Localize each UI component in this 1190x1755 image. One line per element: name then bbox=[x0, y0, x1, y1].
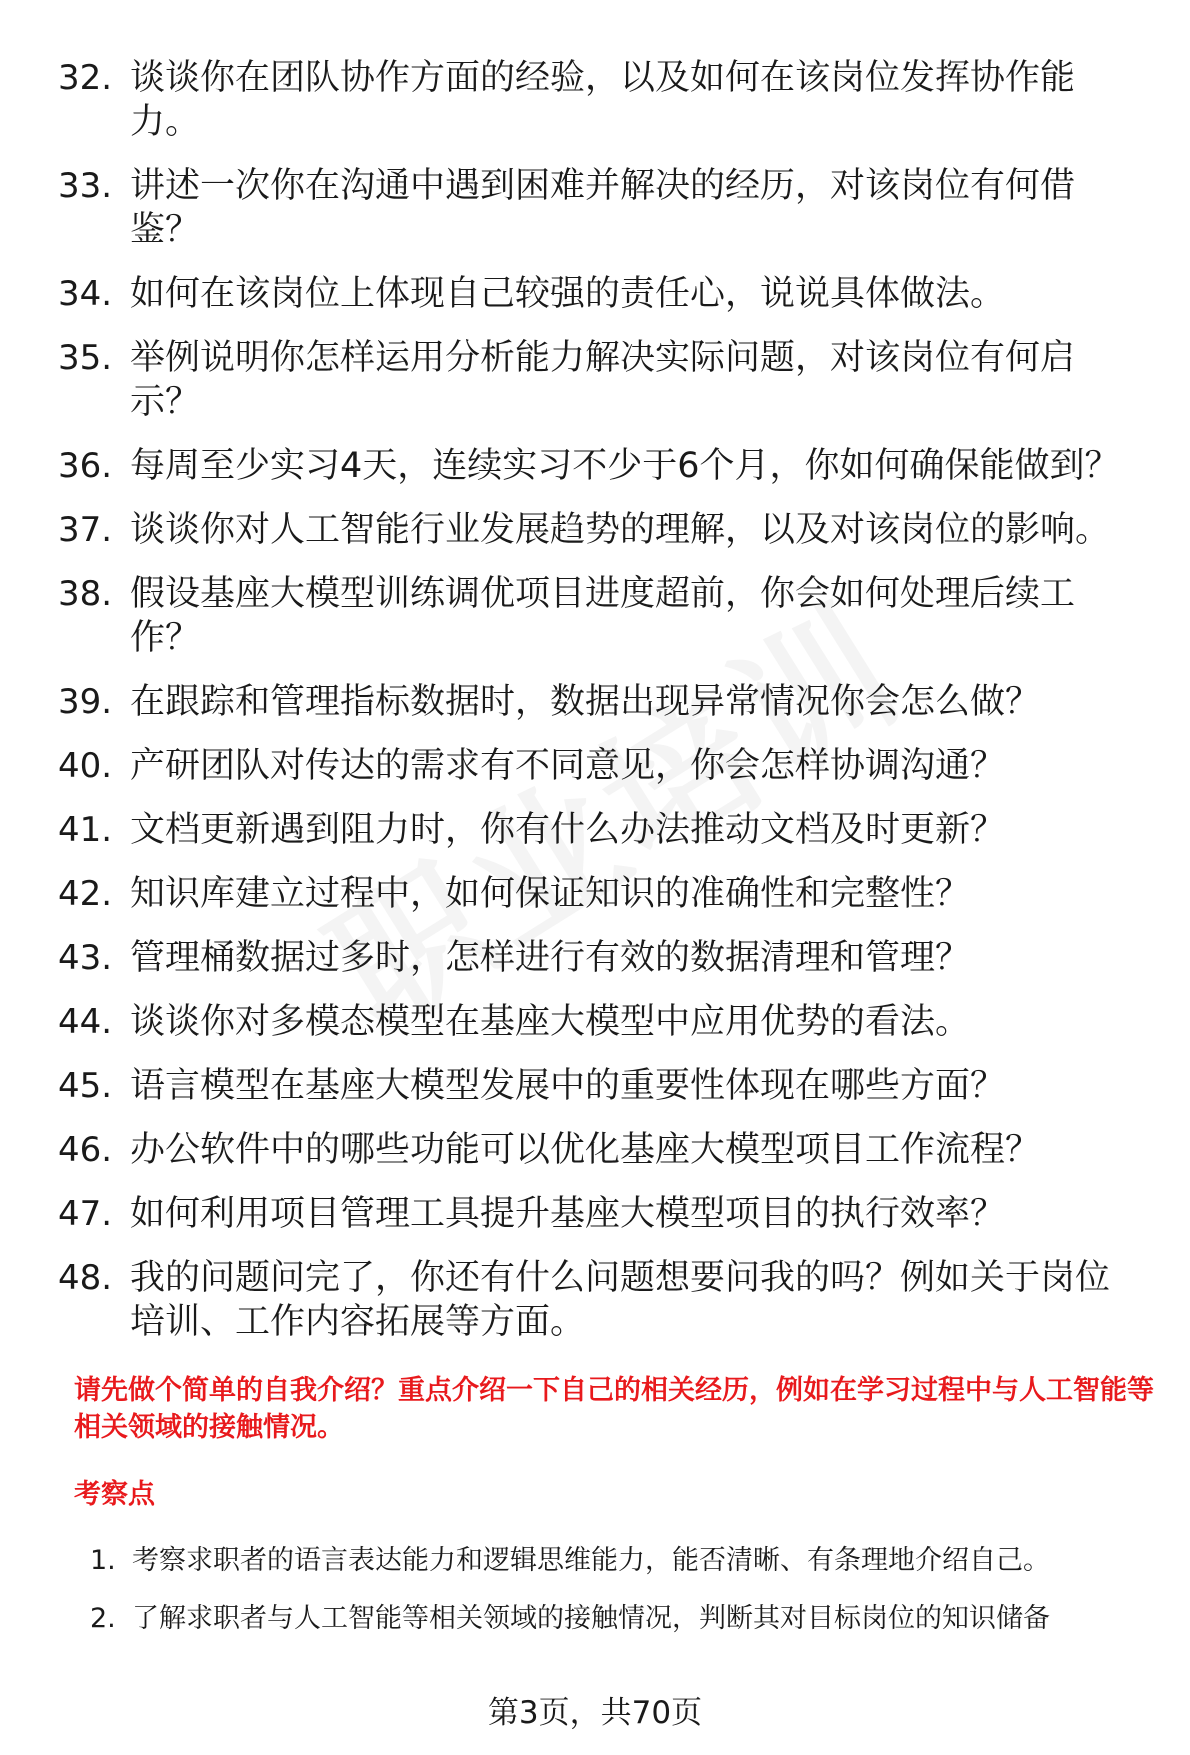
question-number: 44. bbox=[58, 1002, 113, 1042]
question-item bbox=[0, 164, 1190, 252]
question-text: 每周至少实习4天，连续实习不少于6个月，你如何确保能做到？ bbox=[130, 446, 1120, 486]
question-text: 知识库建立过程中，如何保证知识的准确性和完整性？ bbox=[130, 874, 971, 914]
question-text: 如何利用项目管理工具提升基座大模型项目的执行效率？ bbox=[130, 1194, 1006, 1234]
question-text: 谈谈你对人工智能行业发展趋势的理解，以及对该岗位的影响。 bbox=[130, 510, 1111, 550]
assessment-point-list bbox=[0, 1543, 1190, 1659]
question-text: 谈谈你对多模态模型在基座大模型中应用优势的看法。 bbox=[130, 1002, 971, 1042]
question-text: 文档更新遇到阻力时，你有什么办法推动文档及时更新？ bbox=[130, 810, 1006, 850]
question-number: 46. bbox=[58, 1130, 113, 1170]
question-item bbox=[0, 1000, 1190, 1044]
question-number: 47. bbox=[58, 1194, 113, 1234]
question-number: 36. bbox=[58, 446, 113, 486]
question-item bbox=[0, 508, 1190, 552]
question-item bbox=[0, 1256, 1190, 1344]
assessment-point bbox=[0, 1601, 1190, 1637]
question-item bbox=[0, 872, 1190, 916]
question-item bbox=[0, 680, 1190, 724]
question-item bbox=[0, 336, 1190, 424]
question-text: 谈谈你在团队协作方面的经验，以及如何在该岗位发挥协作能力。 bbox=[130, 58, 1076, 142]
question-number: 43. bbox=[58, 938, 113, 978]
question-number: 34. bbox=[58, 274, 113, 314]
point-number: 1. bbox=[90, 1545, 116, 1576]
question-item bbox=[0, 1128, 1190, 1172]
question-text: 办公软件中的哪些功能可以优化基座大模型项目工作流程？ bbox=[130, 1130, 1041, 1170]
question-text: 产研团队对传达的需求有不同意见，你会怎样协调沟通？ bbox=[130, 746, 1006, 786]
assessment-point bbox=[0, 1543, 1190, 1579]
question-item bbox=[0, 272, 1190, 316]
point-text: 了解求职者与人工智能等相关领域的接触情况，判断其对目标岗位的知识储备 bbox=[132, 1603, 1050, 1634]
question-number: 45. bbox=[58, 1066, 113, 1106]
question-number: 37. bbox=[58, 510, 113, 550]
question-number: 48. bbox=[58, 1258, 113, 1298]
question-item bbox=[0, 56, 1190, 144]
question-text: 假设基座大模型训练调优项目进度超前，你会如何处理后续工作？ bbox=[130, 574, 1076, 658]
question-number: 42. bbox=[58, 874, 113, 914]
question-item bbox=[0, 808, 1190, 852]
question-number: 32. bbox=[58, 58, 113, 98]
question-item bbox=[0, 1064, 1190, 1108]
question-number: 33. bbox=[58, 166, 113, 206]
question-list bbox=[0, 56, 1190, 1364]
question-text: 举例说明你怎样运用分析能力解决实际问题，对该岗位有何启示？ bbox=[130, 338, 1076, 422]
question-number: 40. bbox=[58, 746, 113, 786]
question-number: 39. bbox=[58, 682, 113, 722]
question-number: 41. bbox=[58, 810, 113, 850]
section-heading: 考察点 bbox=[74, 1479, 155, 1510]
question-item bbox=[0, 572, 1190, 660]
question-text: 讲述一次你在沟通中遇到困难并解决的经历，对该岗位有何借鉴？ bbox=[130, 166, 1076, 250]
question-item bbox=[0, 744, 1190, 788]
question-text: 语言模型在基座大模型发展中的重要性体现在哪些方面？ bbox=[130, 1066, 1006, 1106]
question-text: 在跟踪和管理指标数据时，数据出现异常情况你会怎么做？ bbox=[130, 682, 1041, 722]
point-text: 考察求职者的语言表达能力和逻辑思维能力，能否清晰、有条理地介绍自己。 bbox=[132, 1545, 1050, 1576]
question-item bbox=[0, 1192, 1190, 1236]
question-item bbox=[0, 936, 1190, 980]
page-footer: 第3页，共70页 bbox=[487, 1695, 703, 1731]
question-text: 我的问题问完了，你还有什么问题想要问我的吗？例如关于岗位培训、工作内容拓展等方面。 bbox=[130, 1258, 1111, 1342]
question-number: 35. bbox=[58, 338, 113, 378]
highlight-question: 请先做个简单的自我介绍？重点介绍一下自己的相关经历，例如在学习过程中与人工智能等相关领域的接触情况。 bbox=[74, 1375, 1154, 1443]
question-text: 管理桶数据过多时，怎样进行有效的数据清理和管理？ bbox=[130, 938, 971, 978]
question-item bbox=[0, 444, 1190, 488]
question-text: 如何在该岗位上体现自己较强的责任心，说说具体做法。 bbox=[130, 274, 1006, 314]
question-number: 38. bbox=[58, 574, 113, 614]
point-number: 2. bbox=[90, 1603, 116, 1634]
